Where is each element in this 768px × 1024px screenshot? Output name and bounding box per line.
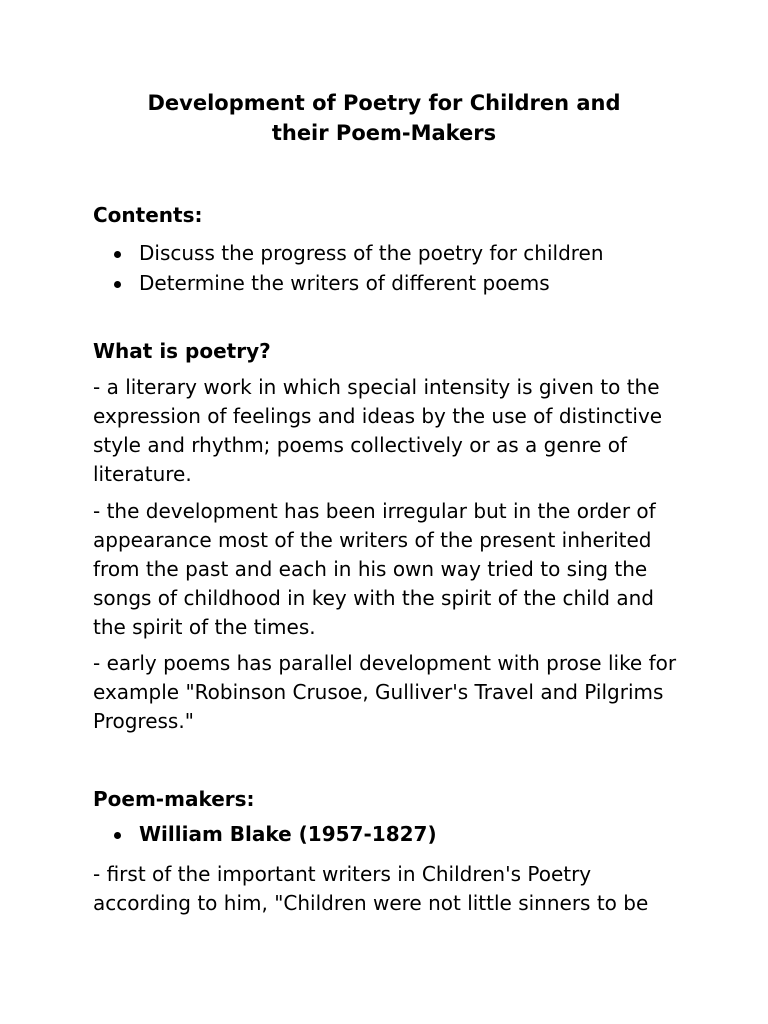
paragraph: - early poems has parallel development with prose like for example "Robinson Crusoe, Gulliver's Travel and Pilgrims Progress.": [93, 651, 677, 733]
list-item: [93, 239, 604, 269]
title-line-1: Development of Poetry for Children and: [147, 91, 621, 115]
poem-makers-list: [93, 820, 437, 850]
bullet-icon: [114, 832, 121, 839]
list-item-text: Determine the writers of different poems: [139, 270, 550, 295]
section-heading-poem-makers: Poem-makers:: [93, 787, 255, 811]
paragraph: - first of the important writers in Children's Poetry according to him, "Children were not little sinners to be: [93, 862, 649, 915]
list-item: [93, 269, 604, 299]
list-item-text: Discuss the progress of the poetry for children: [139, 241, 604, 265]
section-heading-what-is-poetry: What is poetry?: [93, 339, 271, 363]
bullet-icon: [114, 251, 121, 258]
contents-heading: Contents:: [93, 203, 203, 227]
paragraph: - the development has been irregular but in the order of appearance most of the writers of the present inherited from the past and each in his own way tried to sing the songs of childhood in key with the spirit of the child and the spirit of the times.: [93, 499, 656, 639]
list-item: [93, 820, 437, 850]
contents-list: [93, 239, 604, 298]
list-item-text: William Blake (1957-1827): [139, 822, 437, 846]
title-line-2: their Poem-Makers: [271, 121, 497, 145]
paragraph: - a literary work in which special intensity is given to the expression of feelings and ideas by the use of distinctive style and rhythm; poems collectively or as a genre of literature.: [93, 375, 663, 486]
document-title: [0, 88, 768, 148]
bullet-icon: [114, 281, 121, 288]
